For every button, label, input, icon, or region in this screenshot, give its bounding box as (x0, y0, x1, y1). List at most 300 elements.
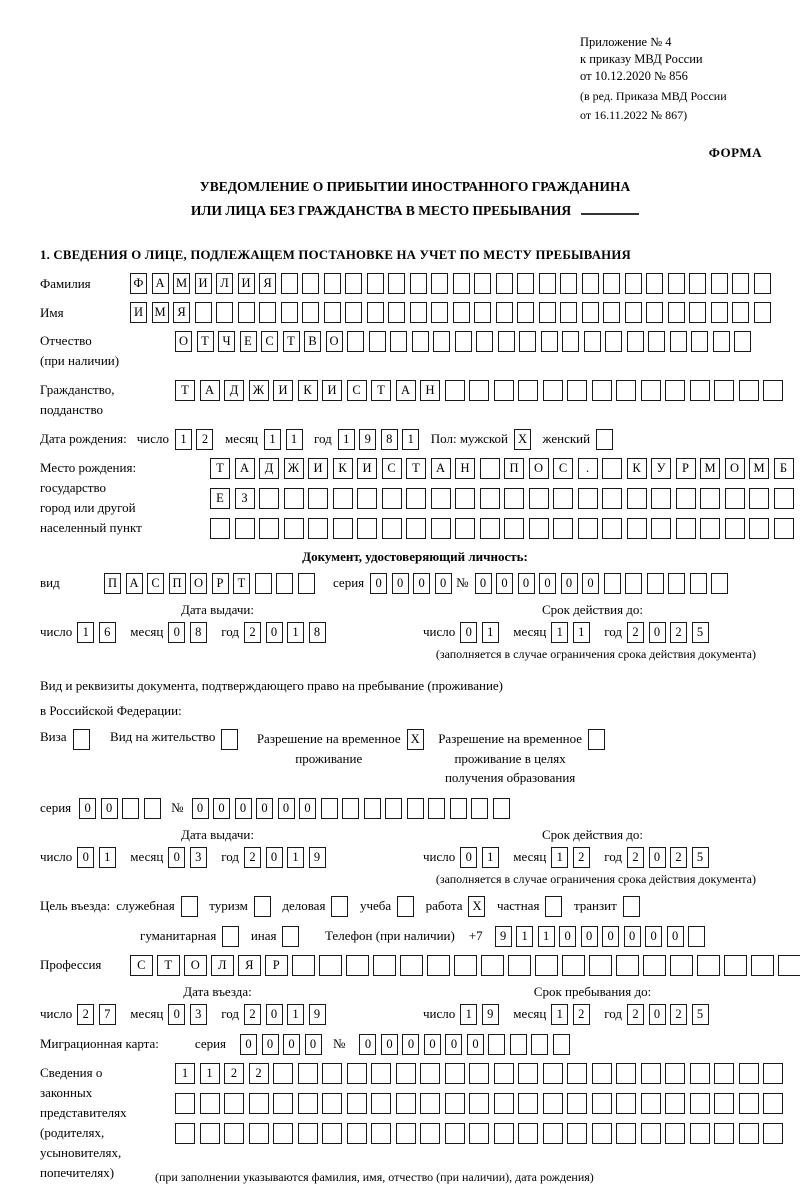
char-cell[interactable] (319, 955, 342, 976)
char-cell[interactable] (517, 273, 534, 294)
char-cell[interactable] (282, 926, 299, 947)
char-cell[interactable]: 0 (460, 622, 477, 643)
char-cell[interactable] (476, 331, 493, 352)
char-cell[interactable]: 2 (627, 847, 644, 868)
char-cell[interactable] (321, 798, 338, 819)
char-cell[interactable]: 0 (235, 798, 252, 819)
char-cell[interactable]: О (529, 458, 549, 479)
char-cell[interactable]: Т (197, 331, 214, 352)
char-cell[interactable]: 0 (256, 798, 273, 819)
char-cell[interactable] (488, 1034, 505, 1055)
char-cell[interactable]: Д (259, 458, 279, 479)
char-cell[interactable] (616, 1063, 636, 1084)
char-cell[interactable] (504, 518, 524, 539)
char-cell[interactable] (751, 955, 774, 976)
char-cell[interactable] (535, 955, 558, 976)
char-cell[interactable]: И (308, 458, 328, 479)
char-cell[interactable]: С (553, 458, 573, 479)
char-cell[interactable]: 0 (539, 573, 556, 594)
char-cell[interactable] (641, 1063, 661, 1084)
char-cell[interactable] (714, 1063, 734, 1084)
char-cell[interactable] (345, 273, 362, 294)
char-cell[interactable]: Р (212, 573, 229, 594)
char-cell[interactable]: 0 (77, 847, 94, 868)
char-cell[interactable] (504, 488, 524, 509)
char-cell[interactable] (427, 955, 450, 976)
char-cell[interactable]: Т (175, 380, 195, 401)
char-cell[interactable]: 2 (670, 847, 687, 868)
char-cell[interactable]: . (578, 458, 598, 479)
char-cell[interactable] (406, 518, 426, 539)
char-cell[interactable] (754, 302, 771, 323)
char-cell[interactable]: 1 (482, 622, 499, 643)
char-cell[interactable]: И (195, 273, 212, 294)
char-cell[interactable] (724, 955, 747, 976)
char-cell[interactable] (474, 302, 491, 323)
char-cell[interactable]: А (396, 380, 416, 401)
purpose-humanitarian-checkbox[interactable] (222, 926, 244, 947)
char-cell[interactable]: С (347, 380, 367, 401)
char-cell[interactable]: 2 (244, 622, 261, 643)
char-cell[interactable] (567, 1063, 587, 1084)
char-cell[interactable] (647, 573, 664, 594)
char-cell[interactable] (195, 302, 212, 323)
char-cell[interactable] (445, 1063, 465, 1084)
char-cell[interactable] (494, 1063, 514, 1084)
char-cell[interactable] (433, 331, 450, 352)
char-cell[interactable] (347, 1063, 367, 1084)
char-cell[interactable] (602, 488, 622, 509)
char-cell[interactable] (494, 380, 514, 401)
option-temp-residence-education-checkbox[interactable] (588, 729, 610, 750)
char-cell[interactable]: П (169, 573, 186, 594)
char-cell[interactable]: 0 (667, 926, 684, 947)
char-cell[interactable] (545, 896, 562, 917)
char-cell[interactable]: 8 (190, 622, 207, 643)
char-cell[interactable] (431, 518, 451, 539)
char-cell[interactable]: 0 (101, 798, 118, 819)
char-cell[interactable] (342, 798, 359, 819)
char-cell[interactable] (543, 380, 563, 401)
char-cell[interactable] (412, 331, 429, 352)
char-cell[interactable]: О (190, 573, 207, 594)
char-cell[interactable]: 0 (299, 798, 316, 819)
char-cell[interactable] (582, 302, 599, 323)
char-cell[interactable] (494, 1093, 514, 1114)
char-cell[interactable] (367, 302, 384, 323)
char-cell[interactable]: 1 (338, 429, 355, 450)
char-cell[interactable] (390, 331, 407, 352)
char-cell[interactable] (273, 1063, 293, 1084)
char-cell[interactable] (276, 573, 293, 594)
char-cell[interactable] (445, 1093, 465, 1114)
char-cell[interactable] (406, 488, 426, 509)
char-cell[interactable]: 2 (224, 1063, 244, 1084)
char-cell[interactable] (347, 1123, 367, 1144)
char-cell[interactable]: 0 (413, 573, 430, 594)
char-cell[interactable] (298, 1093, 318, 1114)
char-cell[interactable]: А (126, 573, 143, 594)
char-cell[interactable]: Н (420, 380, 440, 401)
char-cell[interactable] (725, 488, 745, 509)
char-cell[interactable] (431, 273, 448, 294)
char-cell[interactable]: 0 (381, 1034, 398, 1055)
char-cell[interactable]: 2 (670, 1004, 687, 1025)
char-cell[interactable]: Я (259, 273, 276, 294)
char-cell[interactable] (496, 302, 513, 323)
char-cell[interactable] (641, 380, 661, 401)
char-cell[interactable]: К (333, 458, 353, 479)
char-cell[interactable]: Д (224, 380, 244, 401)
char-cell[interactable]: 0 (561, 573, 578, 594)
char-cell[interactable] (749, 488, 769, 509)
char-cell[interactable] (711, 573, 728, 594)
char-cell[interactable] (641, 1093, 661, 1114)
char-cell[interactable]: 5 (692, 1004, 709, 1025)
char-cell[interactable] (714, 380, 734, 401)
char-cell[interactable] (697, 955, 720, 976)
char-cell[interactable] (345, 302, 362, 323)
char-cell[interactable] (388, 273, 405, 294)
option-temp-residence-checkbox[interactable] (407, 729, 429, 750)
char-cell[interactable] (518, 1063, 538, 1084)
char-cell[interactable]: 2 (196, 429, 213, 450)
char-cell[interactable]: X (407, 729, 424, 750)
char-cell[interactable] (431, 302, 448, 323)
char-cell[interactable] (553, 1034, 570, 1055)
char-cell[interactable]: 9 (359, 429, 376, 450)
char-cell[interactable] (668, 273, 685, 294)
char-cell[interactable] (455, 518, 475, 539)
char-cell[interactable] (739, 1123, 759, 1144)
char-cell[interactable] (739, 380, 759, 401)
char-cell[interactable]: М (700, 458, 720, 479)
char-cell[interactable]: 0 (359, 1034, 376, 1055)
option-visa-checkbox[interactable] (73, 729, 95, 750)
char-cell[interactable]: Т (157, 955, 180, 976)
char-cell[interactable] (725, 518, 745, 539)
char-cell[interactable] (281, 302, 298, 323)
char-cell[interactable]: 2 (244, 847, 261, 868)
char-cell[interactable] (255, 573, 272, 594)
purpose-transit-checkbox[interactable] (623, 896, 645, 917)
char-cell[interactable] (562, 331, 579, 352)
char-cell[interactable]: 2 (573, 1004, 590, 1025)
char-cell[interactable] (397, 896, 414, 917)
purpose-private-checkbox[interactable] (545, 896, 567, 917)
char-cell[interactable]: 1 (200, 1063, 220, 1084)
char-cell[interactable]: В (304, 331, 321, 352)
char-cell[interactable]: X (514, 429, 531, 450)
char-cell[interactable] (382, 488, 402, 509)
char-cell[interactable] (763, 1063, 783, 1084)
char-cell[interactable] (589, 955, 612, 976)
char-cell[interactable]: 0 (168, 622, 185, 643)
char-cell[interactable] (646, 302, 663, 323)
char-cell[interactable] (322, 1093, 342, 1114)
char-cell[interactable]: Я (173, 302, 190, 323)
char-cell[interactable]: 9 (309, 1004, 326, 1025)
char-cell[interactable]: 0 (266, 1004, 283, 1025)
char-cell[interactable]: 0 (581, 926, 598, 947)
char-cell[interactable] (431, 488, 451, 509)
char-cell[interactable]: Т (283, 331, 300, 352)
char-cell[interactable] (333, 518, 353, 539)
char-cell[interactable] (496, 273, 513, 294)
char-cell[interactable] (333, 488, 353, 509)
char-cell[interactable] (308, 518, 328, 539)
char-cell[interactable] (665, 1063, 685, 1084)
char-cell[interactable]: Р (676, 458, 696, 479)
char-cell[interactable]: 8 (381, 429, 398, 450)
char-cell[interactable]: 0 (402, 1034, 419, 1055)
char-cell[interactable] (641, 1123, 661, 1144)
char-cell[interactable] (567, 1093, 587, 1114)
purpose-work-checkbox[interactable] (468, 896, 490, 917)
char-cell[interactable] (454, 955, 477, 976)
char-cell[interactable] (582, 273, 599, 294)
char-cell[interactable]: 0 (213, 798, 230, 819)
char-cell[interactable] (259, 488, 279, 509)
char-cell[interactable] (367, 273, 384, 294)
char-cell[interactable]: Р (265, 955, 288, 976)
char-cell[interactable] (273, 1123, 293, 1144)
char-cell[interactable] (690, 1063, 710, 1084)
char-cell[interactable]: Т (210, 458, 230, 479)
char-cell[interactable] (689, 273, 706, 294)
char-cell[interactable] (560, 273, 577, 294)
char-cell[interactable]: М (173, 273, 190, 294)
char-cell[interactable] (222, 926, 239, 947)
char-cell[interactable] (578, 488, 598, 509)
char-cell[interactable]: Т (233, 573, 250, 594)
char-cell[interactable] (543, 1063, 563, 1084)
char-cell[interactable] (578, 518, 598, 539)
char-cell[interactable] (625, 273, 642, 294)
char-cell[interactable] (623, 896, 640, 917)
char-cell[interactable] (643, 955, 666, 976)
char-cell[interactable] (539, 302, 556, 323)
char-cell[interactable] (665, 1093, 685, 1114)
char-cell[interactable] (560, 302, 577, 323)
char-cell[interactable] (732, 302, 749, 323)
char-cell[interactable]: 1 (551, 622, 568, 643)
char-cell[interactable] (469, 1093, 489, 1114)
char-cell[interactable]: М (749, 458, 769, 479)
char-cell[interactable]: К (627, 458, 647, 479)
char-cell[interactable] (711, 302, 728, 323)
char-cell[interactable] (284, 488, 304, 509)
char-cell[interactable]: 0 (392, 573, 409, 594)
char-cell[interactable] (713, 331, 730, 352)
char-cell[interactable] (596, 429, 613, 450)
char-cell[interactable] (322, 1063, 342, 1084)
char-cell[interactable]: 0 (278, 798, 295, 819)
char-cell[interactable] (700, 518, 720, 539)
char-cell[interactable] (676, 518, 696, 539)
char-cell[interactable] (602, 518, 622, 539)
char-cell[interactable] (616, 1123, 636, 1144)
char-cell[interactable]: 0 (435, 573, 452, 594)
char-cell[interactable]: 0 (283, 1034, 300, 1055)
char-cell[interactable]: П (504, 458, 524, 479)
char-cell[interactable] (732, 273, 749, 294)
char-cell[interactable] (604, 573, 621, 594)
char-cell[interactable]: 1 (287, 847, 304, 868)
char-cell[interactable] (541, 331, 558, 352)
purpose-business-checkbox[interactable] (331, 896, 353, 917)
char-cell[interactable] (592, 1063, 612, 1084)
char-cell[interactable] (531, 1034, 548, 1055)
char-cell[interactable] (553, 518, 573, 539)
char-cell[interactable] (711, 273, 728, 294)
char-cell[interactable] (259, 518, 279, 539)
char-cell[interactable] (410, 302, 427, 323)
char-cell[interactable]: 0 (624, 926, 641, 947)
char-cell[interactable]: 1 (538, 926, 555, 947)
char-cell[interactable]: 2 (627, 1004, 644, 1025)
char-cell[interactable]: Н (455, 458, 475, 479)
char-cell[interactable] (420, 1123, 440, 1144)
char-cell[interactable] (625, 302, 642, 323)
char-cell[interactable]: X (468, 896, 485, 917)
char-cell[interactable]: И (357, 458, 377, 479)
char-cell[interactable] (616, 1093, 636, 1114)
char-cell[interactable]: 1 (175, 429, 192, 450)
char-cell[interactable] (371, 1123, 391, 1144)
char-cell[interactable]: 9 (482, 1004, 499, 1025)
char-cell[interactable]: С (382, 458, 402, 479)
char-cell[interactable]: 1 (264, 429, 281, 450)
char-cell[interactable] (508, 955, 531, 976)
char-cell[interactable] (453, 302, 470, 323)
char-cell[interactable]: 8 (309, 622, 326, 643)
char-cell[interactable] (543, 1093, 563, 1114)
char-cell[interactable]: И (273, 380, 293, 401)
char-cell[interactable] (357, 488, 377, 509)
char-cell[interactable]: Е (210, 488, 230, 509)
char-cell[interactable]: 0 (475, 573, 492, 594)
char-cell[interactable] (302, 273, 319, 294)
char-cell[interactable] (122, 798, 139, 819)
char-cell[interactable] (371, 1063, 391, 1084)
char-cell[interactable]: 0 (645, 926, 662, 947)
char-cell[interactable] (200, 1093, 220, 1114)
char-cell[interactable] (249, 1123, 269, 1144)
char-cell[interactable] (603, 273, 620, 294)
char-cell[interactable] (592, 1093, 612, 1114)
char-cell[interactable] (517, 302, 534, 323)
char-cell[interactable]: 2 (670, 622, 687, 643)
char-cell[interactable]: Ж (249, 380, 269, 401)
char-cell[interactable]: А (431, 458, 451, 479)
char-cell[interactable]: 3 (190, 847, 207, 868)
char-cell[interactable]: 0 (262, 1034, 279, 1055)
char-cell[interactable] (498, 331, 515, 352)
char-cell[interactable] (396, 1093, 416, 1114)
char-cell[interactable]: 0 (424, 1034, 441, 1055)
char-cell[interactable] (625, 573, 642, 594)
char-cell[interactable]: 0 (602, 926, 619, 947)
char-cell[interactable] (480, 518, 500, 539)
char-cell[interactable]: С (130, 955, 153, 976)
char-cell[interactable] (373, 955, 396, 976)
char-cell[interactable] (603, 302, 620, 323)
char-cell[interactable] (605, 331, 622, 352)
char-cell[interactable] (690, 380, 710, 401)
char-cell[interactable] (471, 798, 488, 819)
char-cell[interactable] (346, 955, 369, 976)
char-cell[interactable] (651, 518, 671, 539)
char-cell[interactable] (481, 955, 504, 976)
char-cell[interactable]: З (235, 488, 255, 509)
char-cell[interactable] (714, 1123, 734, 1144)
char-cell[interactable] (238, 302, 255, 323)
char-cell[interactable] (651, 488, 671, 509)
char-cell[interactable] (518, 1123, 538, 1144)
char-cell[interactable] (324, 273, 341, 294)
char-cell[interactable]: 0 (496, 573, 513, 594)
char-cell[interactable] (382, 518, 402, 539)
char-cell[interactable]: И (238, 273, 255, 294)
char-cell[interactable] (388, 302, 405, 323)
char-cell[interactable]: 0 (649, 622, 666, 643)
purpose-official-checkbox[interactable] (181, 896, 203, 917)
char-cell[interactable]: 9 (309, 847, 326, 868)
char-cell[interactable]: 1 (482, 847, 499, 868)
purpose-study-checkbox[interactable] (397, 896, 419, 917)
char-cell[interactable] (739, 1063, 759, 1084)
char-cell[interactable] (200, 1123, 220, 1144)
char-cell[interactable] (410, 273, 427, 294)
char-cell[interactable] (224, 1093, 244, 1114)
char-cell[interactable]: А (200, 380, 220, 401)
char-cell[interactable]: 0 (240, 1034, 257, 1055)
char-cell[interactable]: О (725, 458, 745, 479)
char-cell[interactable] (469, 1063, 489, 1084)
char-cell[interactable] (688, 926, 705, 947)
char-cell[interactable]: 0 (168, 847, 185, 868)
char-cell[interactable]: Я (238, 955, 261, 976)
char-cell[interactable] (749, 518, 769, 539)
char-cell[interactable] (347, 331, 364, 352)
char-cell[interactable]: 0 (582, 573, 599, 594)
char-cell[interactable] (420, 1093, 440, 1114)
char-cell[interactable] (734, 331, 751, 352)
char-cell[interactable] (249, 1093, 269, 1114)
char-cell[interactable] (450, 798, 467, 819)
char-cell[interactable] (763, 1123, 783, 1144)
char-cell[interactable]: 1 (175, 1063, 195, 1084)
char-cell[interactable]: 1 (573, 622, 590, 643)
char-cell[interactable] (407, 798, 424, 819)
char-cell[interactable]: 1 (287, 622, 304, 643)
char-cell[interactable]: 3 (190, 1004, 207, 1025)
char-cell[interactable]: У (651, 458, 671, 479)
char-cell[interactable]: Б (774, 458, 794, 479)
char-cell[interactable]: 0 (649, 1004, 666, 1025)
char-cell[interactable]: 0 (79, 798, 96, 819)
char-cell[interactable]: 9 (495, 926, 512, 947)
char-cell[interactable] (774, 518, 794, 539)
char-cell[interactable] (347, 1093, 367, 1114)
char-cell[interactable]: О (175, 331, 192, 352)
char-cell[interactable] (584, 331, 601, 352)
char-cell[interactable]: 1 (99, 847, 116, 868)
char-cell[interactable] (529, 488, 549, 509)
char-cell[interactable] (302, 302, 319, 323)
char-cell[interactable] (273, 1093, 293, 1114)
